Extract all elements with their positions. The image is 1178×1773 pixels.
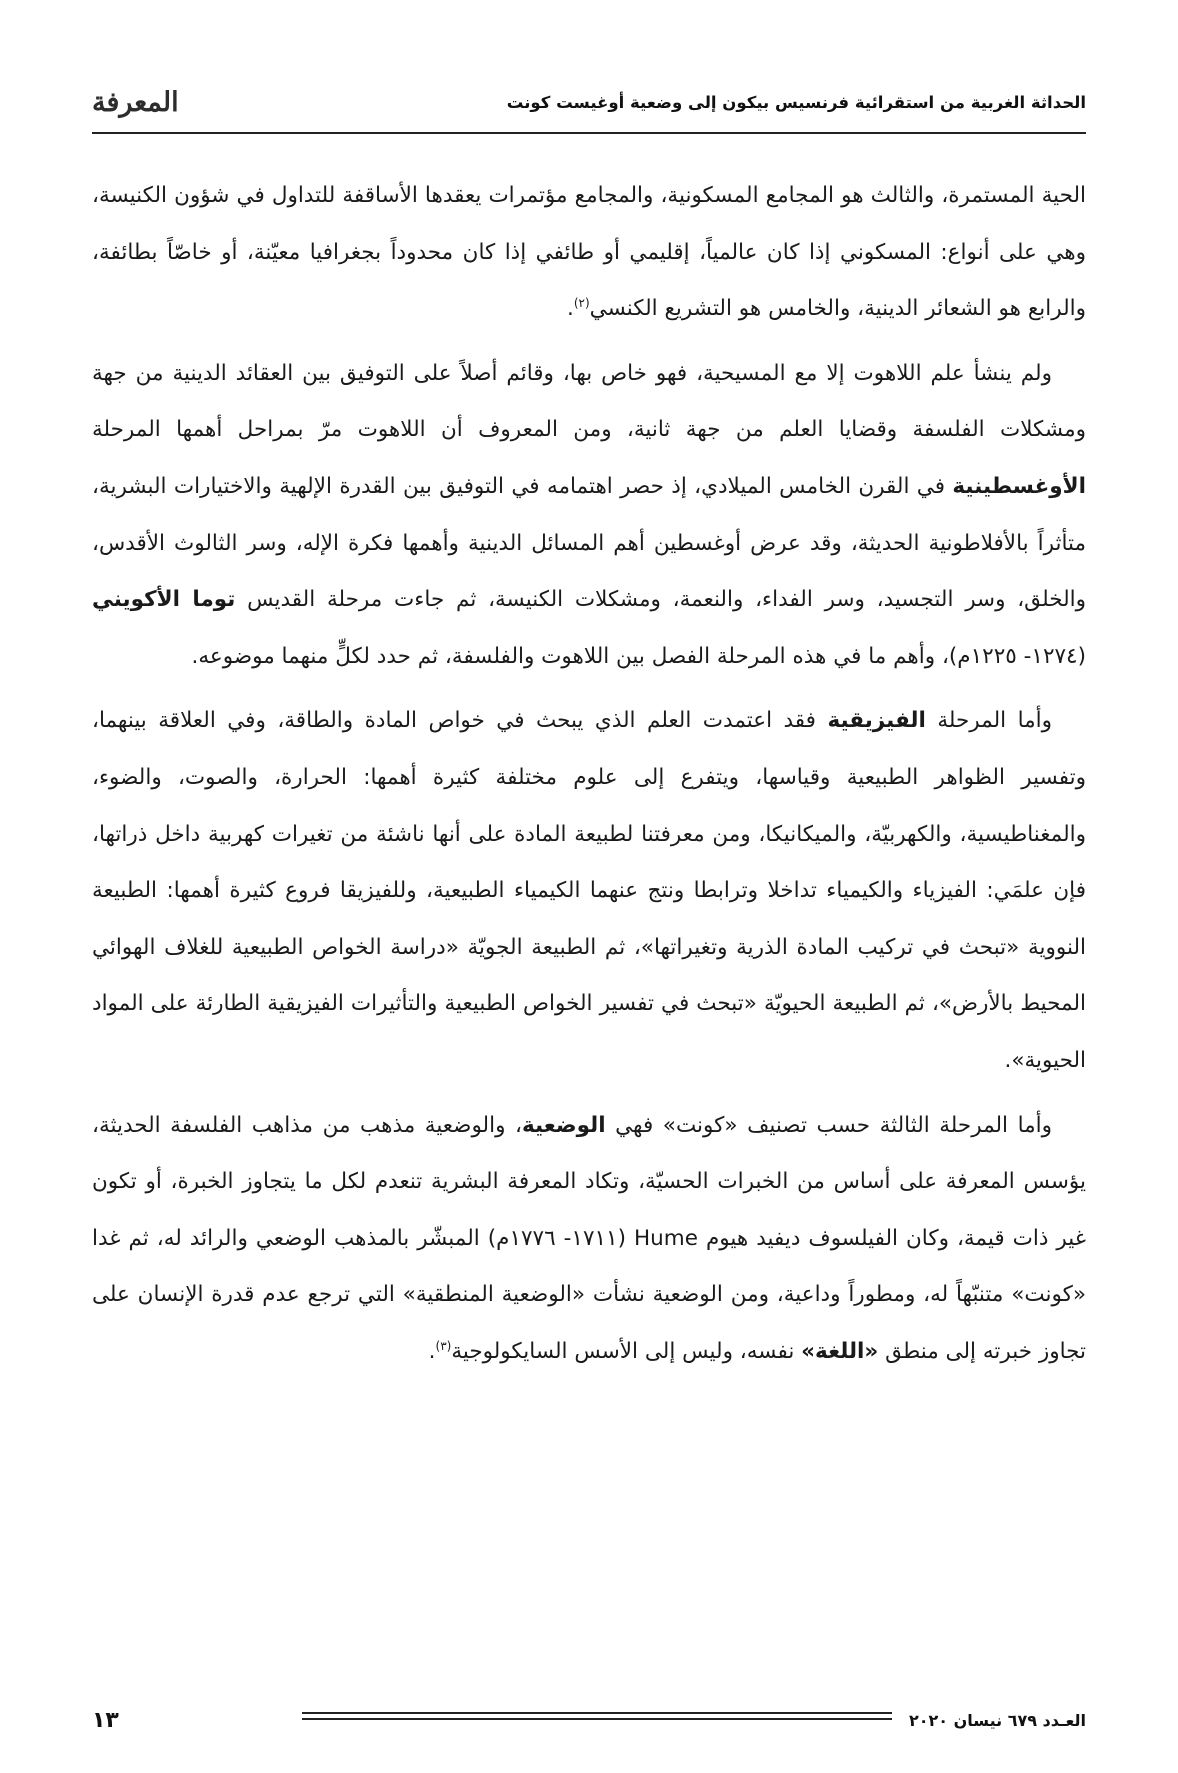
bold-term: توما الأكويني: [92, 587, 236, 613]
header-divider: [92, 132, 1086, 134]
paragraph-2: [92, 346, 1086, 686]
paragraph-3: [92, 693, 1086, 1089]
page-footer: [92, 1700, 1086, 1740]
article-body: [92, 168, 1086, 1380]
text-run: نفسه، وليس إلى الأسس السايكولوجية: [451, 1338, 802, 1364]
bold-term: «اللغة»: [801, 1338, 879, 1364]
text-run: في القرن الخامس الميلادي، إذ حصر اهتمامه في التوفيق بين القدرة الإلهية والاختيارات البشرية، متأثراً بالأفلاطونية الحديثة، وقد عرض أوغسطين أهم المسائل الدينية وأهمها فكرة الإله، وسر الثالوث الأقدس، والخلق، وسر التجسيد، وسر الفداء، والنعمة، ومشكلات الكنيسة، ثم جاءت مرحلة القديس: [92, 473, 1086, 613]
text-run: فقد اعتمدت العلم الذي يبحث في خواص المادة والطاقة، وفي العلاقة بينهما، وتفسير الظواهر الطبيعية وقياسها، ويتفرع إلى علوم مختلفة كثيرة أهمها: الحرارة، والصوت، والضوء، والمغناطيسية، والكهربيّة، والميكانيكا، ومن معرفتنا لطبيعة المادة على أنها ناشئة من تغيرات كهربية داخل ذراتها، فإن علمَي: الفيزياء والكيمياء تداخلا وترابطا ونتج عنهما الكيمياء الطبيعية، وللفيزيقا فروع كثيرة أهمها: الطبيعة النووية «تبحث في تركيب المادة الذرية وتغيراتها»، ثم الطبيعة الجويّة «دراسة الخواص الطبيعية للغلاف الهوائي المحيط بالأرض»، ثم الطبيعة الحيويّة «تبحث في تفسير الخواص الطبيعية والتأثيرات الفيزيقية الطارئة على المواد الحيوية».: [92, 708, 1086, 1073]
paragraph-1: [92, 168, 1086, 338]
journal-logo: المعرفة: [92, 86, 179, 118]
text-run: .: [428, 1338, 436, 1364]
page-number: ١٣: [92, 1707, 119, 1733]
running-title: الحداثة الغربية من استقرائية فرنسيس بيكون إلى وضعية أوغيست كونت: [506, 92, 1086, 112]
footer-rule-bottom: [302, 1718, 892, 1720]
issue-label: العـدد ٦٧٩ نيسان ٢٠٢٠: [909, 1710, 1086, 1730]
paragraph-4: [92, 1098, 1086, 1381]
footnote-ref: (٢): [573, 296, 590, 311]
text-run: وأما المرحلة: [925, 708, 1052, 734]
text-run: ولم ينشأ علم اللاهوت إلا مع المسيحية، فهو خاص بها، وقائم أصلاً على التوفيق بين العقائد الدينية من جهة ومشكلات الفلسفة وقضايا العلم من جهة ثانية، ومن المعروف أن اللاهوت مرّ بمراحل أهمها المرحلة: [92, 360, 1086, 443]
text-run: (١٢٧٤- ١٢٢٥م)، وأهم ما في هذه المرحلة الفصل بين اللاهوت والفلسفة، ثم حدد لكلٍّ منهما موضوعه.: [191, 643, 1086, 669]
footnote-ref: (٣): [435, 1338, 452, 1353]
text-run: .: [566, 296, 574, 322]
bold-term: الأوغسطينية: [952, 473, 1086, 499]
footer-rule-top: [302, 1712, 892, 1714]
text-run: الحية المستمرة، والثالث هو المجامع المسكونية، والمجامع مؤتمرات يعقدها الأساقفة للتداول في شؤون الكنيسة، وهي على أنواع: المسكوني إذا كان عالمياً، إقليمي أو طائفي إذا كان محدوداً بجغرافيا معيّنة، أو خاصّاً بطائفة، والرابع هو الشعائر الدينية، والخامس هو التشريع الكنسي: [92, 183, 1086, 322]
text-run: ، والوضعية مذهب من مذاهب الفلسفة الحديثة، يؤسس المعرفة على أساس من الخبرات الحسيّة، وتكاد المعرفة البشرية تنعدم لكل ما يتجاوز الخبرة، أو تكون غير ذات قيمة، وكان الفيلسوف ديفيد هيوم Hume (١٧١١- ١٧٧٦م) المبشّر بالمذهب الوضعي والرائد له، ثم غدا «كونت» متنبّهاً له، ومطوراً وداعية، ومن الوضعية نشأت «الوضعية المنطقية» التي ترجع عدم قدرة الإنسان على تجاوز خبرته إلى منطق: [92, 1112, 1086, 1364]
bold-term: الفيزيقية: [827, 708, 926, 734]
footer-double-rule: [302, 1712, 892, 1720]
text-run: وأما المرحلة الثالثة حسب تصنيف «كونت» فهي: [605, 1112, 1052, 1138]
page-header: [92, 78, 1086, 126]
bold-term: الوضعية: [521, 1112, 606, 1138]
